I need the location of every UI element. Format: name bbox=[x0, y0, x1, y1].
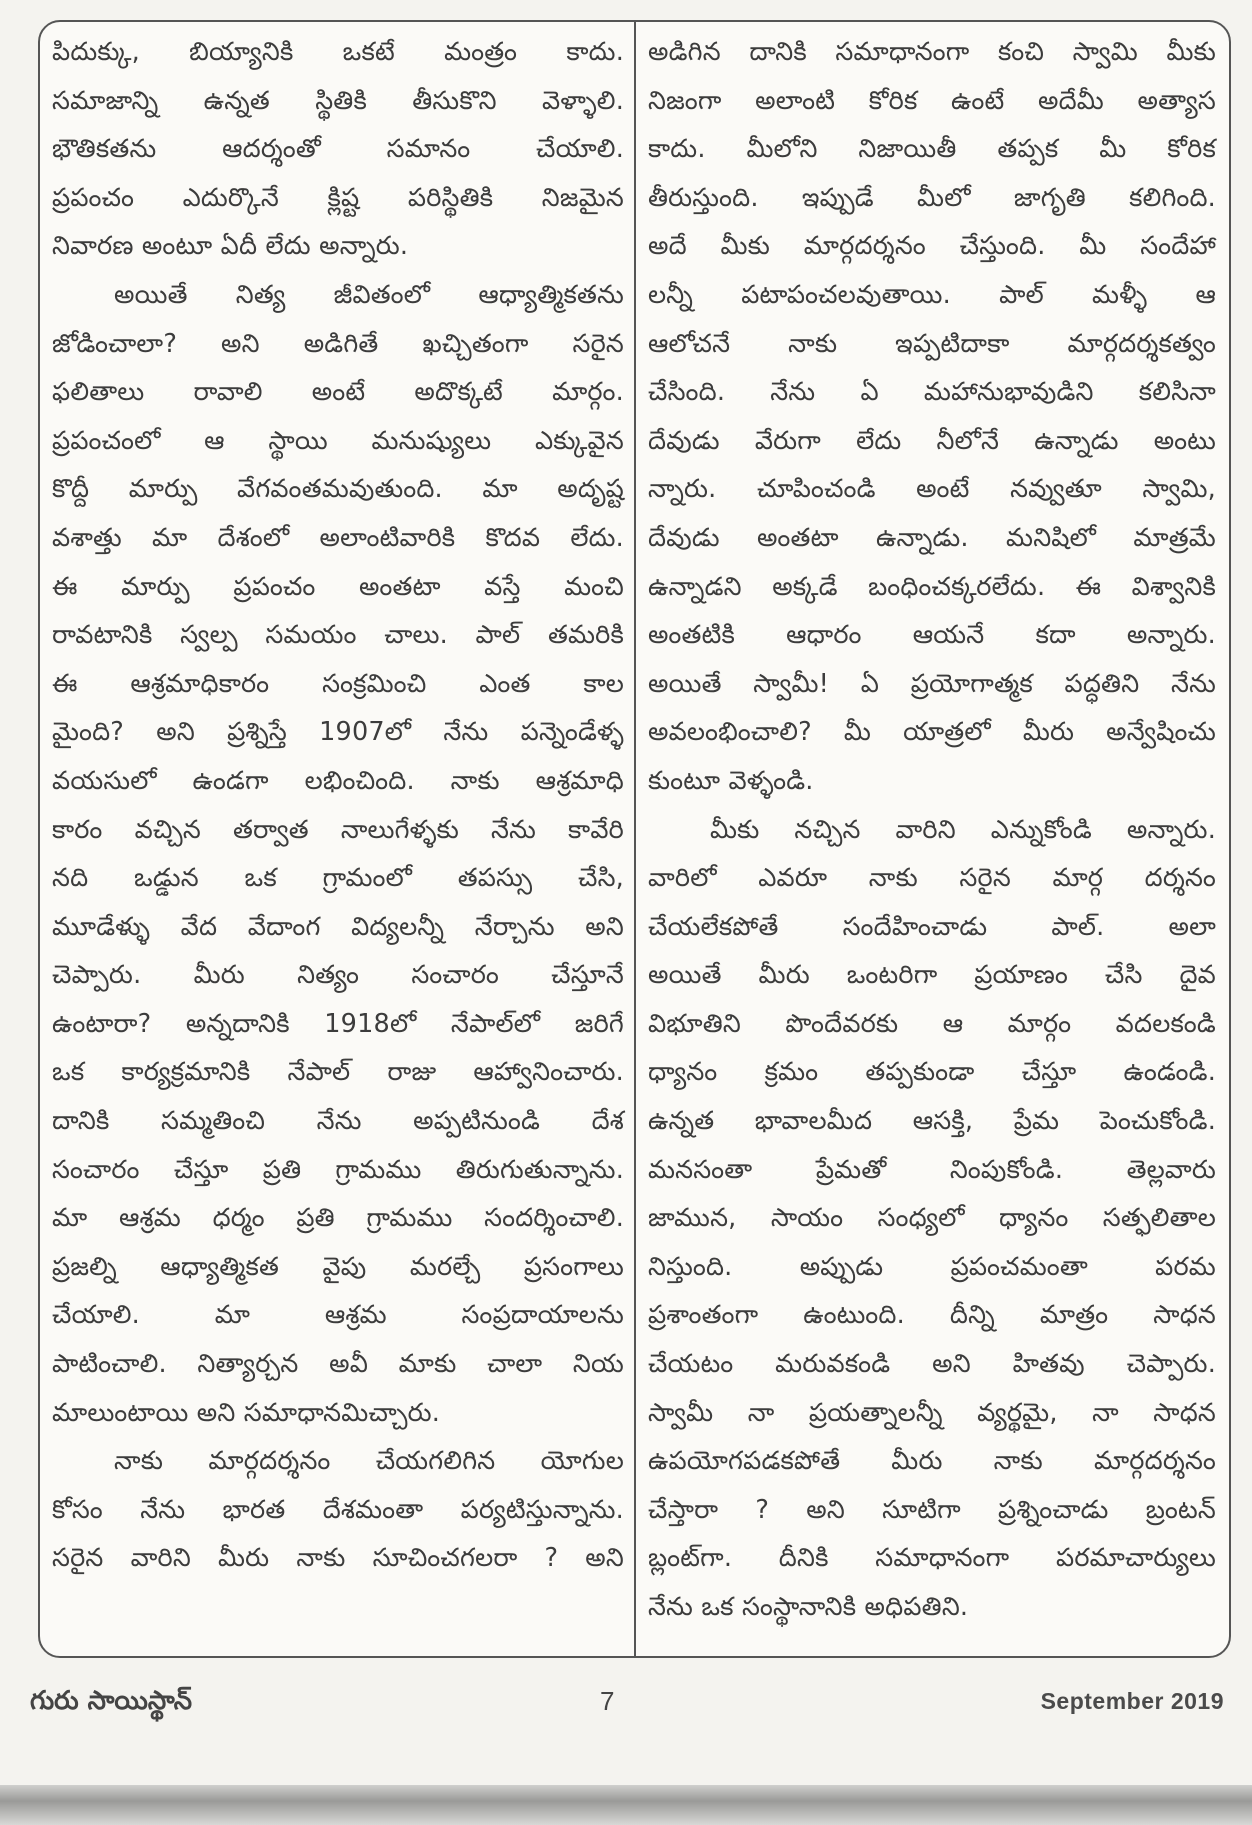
text-line: తీరుస్తుంది. ఇప్పుడే మీలో జాగృతి కలిగింది. bbox=[648, 182, 1216, 213]
text-line: మా ఆశ్రమ ధర్మం ప్రతి గ్రామము సందర్శించాలి. bbox=[52, 1203, 624, 1234]
text-line: బ్లంట్‌గా. దీనికి సమాధానంగా పరమాచార్యులు bbox=[648, 1543, 1216, 1574]
text-line: వయసులో ఉండగా లభించింది. నాకు ఆశ్రమాధి bbox=[52, 765, 624, 796]
text-line: ఉపయోగపడకపోతే మీరు నాకు మార్గదర్శనం bbox=[648, 1446, 1216, 1477]
text-line: అంతటికి ఆధారం ఆయనే కదా అన్నారు. bbox=[648, 620, 1216, 651]
text-line: దేవుడు వేరుగా లేదు నీలోనే ఉన్నాడు అంటు bbox=[648, 425, 1216, 456]
text-line: లన్నీ పటాపంచలవుతాయి. పాల్ మళ్ళీ ఆ bbox=[648, 279, 1216, 310]
text-line: సంచారం చేస్తూ ప్రతి గ్రామము తిరుగుతున్నాను. bbox=[52, 1154, 624, 1185]
page-footer bbox=[0, 1686, 1252, 1726]
text-line: అడిగిన దానికి సమాధానంగా కంచి స్వామి మీకు bbox=[648, 37, 1216, 67]
text-line: కాదు. మీలోని నిజాయితీ తప్పక మీ కోరిక bbox=[648, 134, 1216, 165]
text-line: నాకు మార్గదర్శనం చేయగలిగిన యోగుల bbox=[114, 1446, 624, 1477]
text-line: కొద్దీ మార్పు వేగవంతమవుతుంది. మా అదృష్ట bbox=[52, 474, 624, 505]
text-line: ఈ ఆశ్రమాధికారం సంక్రమించి ఎంత కాల bbox=[52, 668, 624, 699]
text-line: నది ఒడ్డున ఒక గ్రామంలో తపస్సు చేసి, bbox=[52, 863, 624, 894]
text-line: నిస్తుంది. అప్పుడు ప్రపంచమంతా పరమ bbox=[648, 1251, 1216, 1282]
text-line: జోడించాలా? అని అడిగితే ఖచ్చితంగా సరైన bbox=[52, 328, 624, 359]
text-line: సరైన వారిని మీరు నాకు సూచించగలరా ? అని bbox=[52, 1543, 624, 1574]
text-line: ప్రశాంతంగా ఉంటుంది. దీన్ని మాత్రం సాధన bbox=[648, 1300, 1216, 1331]
text-line: అయితే స్వామీ! ఏ ప్రయోగాత్మక పద్ధతిని నేను bbox=[648, 668, 1216, 699]
text-line: వారిలో ఎవరూ నాకు సరైన మార్గ దర్శనం bbox=[648, 863, 1216, 894]
text-line: ఈ మార్పు ప్రపంచం అంతటా వస్తే మంచి bbox=[52, 571, 624, 602]
text-line: ఉన్నాడని అక్కడే బంధించక్కరలేదు. ఈ విశ్వానికి bbox=[648, 571, 1216, 602]
text-line: న్నారు. చూపించండి అంటే నవ్వుతూ స్వామి, bbox=[648, 474, 1216, 505]
right-column bbox=[648, 28, 1216, 1632]
text-line: ప్రజల్ని ఆధ్యాత్మికత వైపు మరల్చే ప్రసంగాలు bbox=[52, 1251, 624, 1282]
text-line: చేస్తారా ? అని సూటిగా ప్రశ్నించాడు బ్రంటన్ bbox=[648, 1494, 1216, 1525]
text-line: చెప్పారు. మీరు నిత్యం సంచారం చేస్తూనే bbox=[52, 960, 624, 991]
text-line: పాటించాలి. నిత్యార్చన అవీ మాకు చాలా నియ bbox=[52, 1349, 624, 1380]
text-line: అయితే నిత్య జీవితంలో ఆధ్యాత్మికతను bbox=[114, 279, 624, 310]
text-line: మనసంతా ప్రేమతో నింపుకోండి. తెల్లవారు bbox=[648, 1154, 1216, 1185]
text-line: ధ్యానం క్రమం తప్పకుండా చేస్తూ ఉండండి. bbox=[648, 1057, 1216, 1088]
text-line: నిజంగా అలాంటి కోరిక ఉంటే అదేమీ అత్యాస bbox=[648, 85, 1216, 116]
text-line: పిదుక్కు, బియ్యానికి ఒకటే మంత్రం కాదు. bbox=[52, 37, 624, 67]
text-line: కారం వచ్చిన తర్వాత నాలుగేళ్ళకు నేను కావేరి bbox=[52, 814, 624, 845]
text-line: ఆలోచనే నాకు ఇప్పటిదాకా మార్గదర్శకత్వం bbox=[648, 328, 1216, 359]
text-line: రావటానికి స్వల్ప సమయం చాలు. పాల్ తమరికి bbox=[52, 620, 624, 651]
text-line: ఉంటారా? అన్నదానికి 1918లో నేపాల్‌లో జరిగే bbox=[52, 1008, 624, 1039]
text-line: ప్రపంచంలో ఆ స్థాయి మనుష్యులు ఎక్కువైన bbox=[52, 425, 624, 456]
text-line: మీకు నచ్చిన వారిని ఎన్నుకోండి అన్నారు. bbox=[710, 814, 1216, 845]
text-line: జామున, సాయం సంధ్యలో ధ్యానం సత్ఫలితాల bbox=[648, 1203, 1216, 1234]
text-line: చేయటం మరువకండి అని హితవు చెప్పారు. bbox=[648, 1349, 1216, 1380]
text-line: ఫలితాలు రావాలి అంటే అదొక్కటే మార్గం. bbox=[52, 377, 624, 408]
text-line: దానికి సమ్మతించి నేను అప్పటినుండి దేశ bbox=[52, 1106, 624, 1137]
page-number: 7 bbox=[600, 1686, 615, 1716]
left-column bbox=[52, 28, 624, 1583]
text-line: చేయలేకపోతే సందేహించాడు పాల్. అలా bbox=[648, 911, 1216, 942]
text-line: నేను ఒక సంస్థానానికి అధిపతిని. bbox=[648, 1592, 969, 1622]
text-line: ఉన్నత భావాలమీద ఆసక్తి, ప్రేమ పెంచుకోండి. bbox=[648, 1106, 1216, 1137]
text-line: మూడేళ్ళు వేద వేదాంగ విద్యలన్నీ నేర్చాను అని bbox=[52, 911, 624, 942]
text-line: ఒక కార్యక్రమానికి నేపాల్ రాజు ఆహ్వానించారు. bbox=[52, 1057, 624, 1088]
text-line: అయితే మీరు ఒంటరిగా ప్రయాణం చేసి దైవ bbox=[648, 960, 1216, 991]
text-line: అవలంభించాలి? మీ యాత్రలో మీరు అన్వేషించు bbox=[648, 717, 1216, 748]
text-line: కోసం నేను భారత దేశమంతా పర్యటిస్తున్నాను. bbox=[52, 1494, 624, 1525]
text-line: చేసింది. నేను ఏ మహానుభావుడిని కలిసినా bbox=[648, 377, 1216, 408]
text-line: కుంటూ వెళ్ళండి. bbox=[648, 765, 814, 796]
issue-date: September 2019 bbox=[1040, 1688, 1224, 1714]
text-line: ప్రపంచం ఎదుర్కొనే క్లిష్ట పరిస్థితికి నిజమైన bbox=[52, 182, 624, 213]
text-line: దేవుడు అంతటా ఉన్నాడు. మనిషిలో మాత్రమే bbox=[648, 522, 1216, 553]
text-line: నివారణ అంటూ ఏదీ లేదు అన్నారు. bbox=[52, 231, 409, 262]
text-line: సమాజాన్ని ఉన్నత స్థితికి తీసుకొని వెళ్ళాలి. bbox=[52, 85, 624, 116]
text-line: విభూతిని పొందేవరకు ఆ మార్గం వదలకండి bbox=[648, 1008, 1216, 1039]
text-line: అదే మీకు మార్గదర్శనం చేస్తుంది. మీ సందేహా bbox=[648, 231, 1216, 262]
text-line: చేయాలి. మా ఆశ్రమ సంప్రదాయాలను bbox=[52, 1300, 624, 1331]
text-line: మైంది? అని ప్రశ్నిస్తే 1907లో నేను పన్నెండేళ్ళ bbox=[52, 717, 624, 748]
page-edge-shadow bbox=[0, 1785, 1252, 1825]
column-divider bbox=[634, 20, 636, 1658]
text-line: వశాత్తు మా దేశంలో అలాంటివారికి కొదవ లేదు. bbox=[52, 522, 624, 553]
text-line: భౌతికతను ఆదర్శంతో సమానం చేయాలి. bbox=[52, 134, 624, 165]
publication-title: గురు సాయిస్థాన్ bbox=[30, 1686, 192, 1716]
text-line: స్వామీ నా ప్రయత్నాలన్నీ వ్యర్థమై, నా సాధన bbox=[648, 1397, 1216, 1428]
text-line: మాలుంటాయి అని సమాధానమిచ్చారు. bbox=[52, 1397, 441, 1428]
